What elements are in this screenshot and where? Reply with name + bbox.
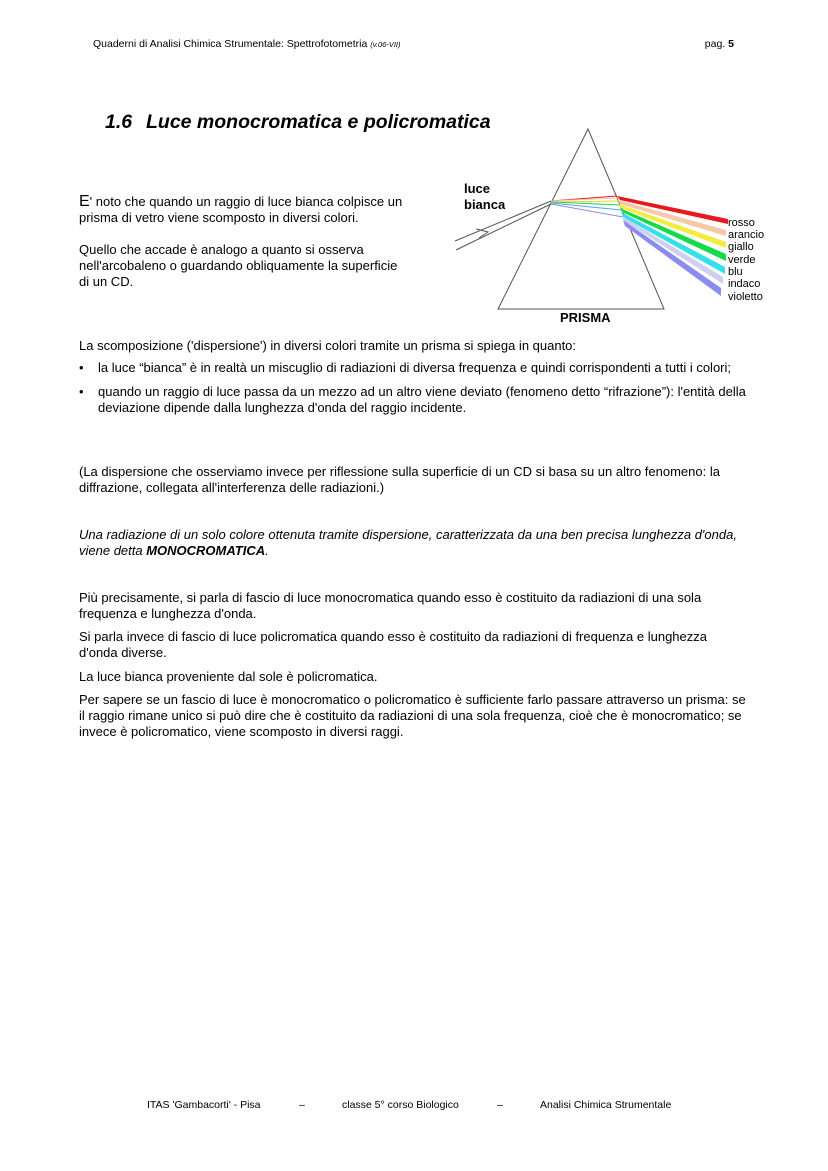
dispersion-intro: La scomposizione ('dispersione') in diversi colori tramite un prisma si spiega in quanto: <box>79 338 577 353</box>
label-rosso: rosso <box>728 217 755 229</box>
label-violetto: violetto <box>728 291 763 303</box>
footer-school: ITAS 'Gambacorti' - Pisa <box>147 1099 261 1111</box>
internal-ray-violet <box>551 204 623 217</box>
header-version: (v.06-VII) <box>370 40 401 49</box>
sunlight-paragraph: La luce bianca proveniente dal sole è policromatica. <box>79 669 378 684</box>
internal-ray-green <box>551 202 620 205</box>
label-bianca: bianca <box>464 197 506 212</box>
definition-term: MONOCROMATICA <box>146 543 266 558</box>
running-header-title <box>93 38 401 50</box>
bullet-marker: • <box>79 384 84 399</box>
test-paragraph: Per sapere se un fascio di luce è monocromatico o policromatico è sufficiente farlo passare attraverso un prisma: se il raggio rimane unico si può dire che è costituito da radiazioni di una sola frequenza, cioè che è monocromatico; se invece è policromatico, viene scomposto in diversi raggi. <box>79 692 746 739</box>
polychromatic-paragraph: Si parla invece di fascio di luce policromatica quando esso è costituito da radiazioni di frequenza e lunghezza d'onda diverse. <box>79 629 707 660</box>
page-label: pag. <box>704 38 726 50</box>
dispersion-reasons-list <box>79 360 751 424</box>
internal-ray-yellow <box>551 201 619 202</box>
prism-dispersion-diagram <box>440 120 780 330</box>
footer-subject: Analisi Chimica Strumentale <box>540 1099 672 1111</box>
bullet-text: quando un raggio di luce passa da un mezzo ad un altro viene deviato (fenomeno detto “rifrazione”): l'entità della deviazione dipende dalla lunghezza d'onda del raggio incidente. <box>98 384 746 415</box>
definition-end: . <box>265 543 269 558</box>
intro-paragraph-2: Quello che accade è analogo a quanto si osserva nell'arcobaleno o guardando obliquamente la superficie di un CD. <box>79 242 398 289</box>
page-number-label <box>705 38 734 50</box>
definition-text: Una radiazione di un solo colore ottenuta tramite dispersione, caratterizzata da una ben precisa lunghezza d'onda, viene detta <box>79 527 737 558</box>
definition-paragraph <box>79 527 749 559</box>
internal-ray-blue <box>551 203 621 210</box>
label-giallo: giallo <box>728 241 754 253</box>
arrow-icon <box>476 229 488 238</box>
page-number: 5 <box>728 38 734 50</box>
bullet-marker: • <box>79 360 84 375</box>
footer-separator: – <box>299 1099 305 1111</box>
list-item <box>79 384 751 416</box>
section-title: Luce monocromatica e policromatica <box>146 111 491 133</box>
label-prisma: PRISMA <box>560 310 611 325</box>
intro-initial: E <box>79 193 90 210</box>
label-blu: blu <box>728 266 743 278</box>
bullet-text: la luce “bianca” è in realtà un miscuglio di radiazioni di diversa frequenza e quindi corrispondenti a tutti i colori; <box>98 360 732 375</box>
intro-paragraph-1 <box>79 194 424 226</box>
label-arancio: arancio <box>728 229 765 241</box>
header-title: Quaderni di Analisi Chimica Strumentale: Spettrofotometria <box>93 38 368 50</box>
intro-text-1: ' noto che quando un raggio di luce bianca colpisce un prisma di vetro viene scomposto in diversi colori. <box>79 194 403 225</box>
section-heading <box>105 111 491 134</box>
cd-note: (La dispersione che osserviamo invece per riflessione sulla superficie di un CD si basa su un altro fenomeno: la diffrazione, collegata all'interferenza delle radiazioni.) <box>79 464 720 495</box>
section-number: 1.6 <box>105 111 133 133</box>
label-indaco: indaco <box>728 278 761 290</box>
label-luce: luce <box>464 181 491 196</box>
label-verde: verde <box>728 254 756 266</box>
footer-class: classe 5° corso Biologico <box>342 1099 459 1111</box>
footer-separator: – <box>497 1099 503 1111</box>
monochromatic-paragraph: Più precisamente, si parla di fascio di luce monocromatica quando esso è costituito da radiazioni di una sola frequenza e lunghezza d'onda. <box>79 590 702 621</box>
list-item <box>79 360 751 376</box>
